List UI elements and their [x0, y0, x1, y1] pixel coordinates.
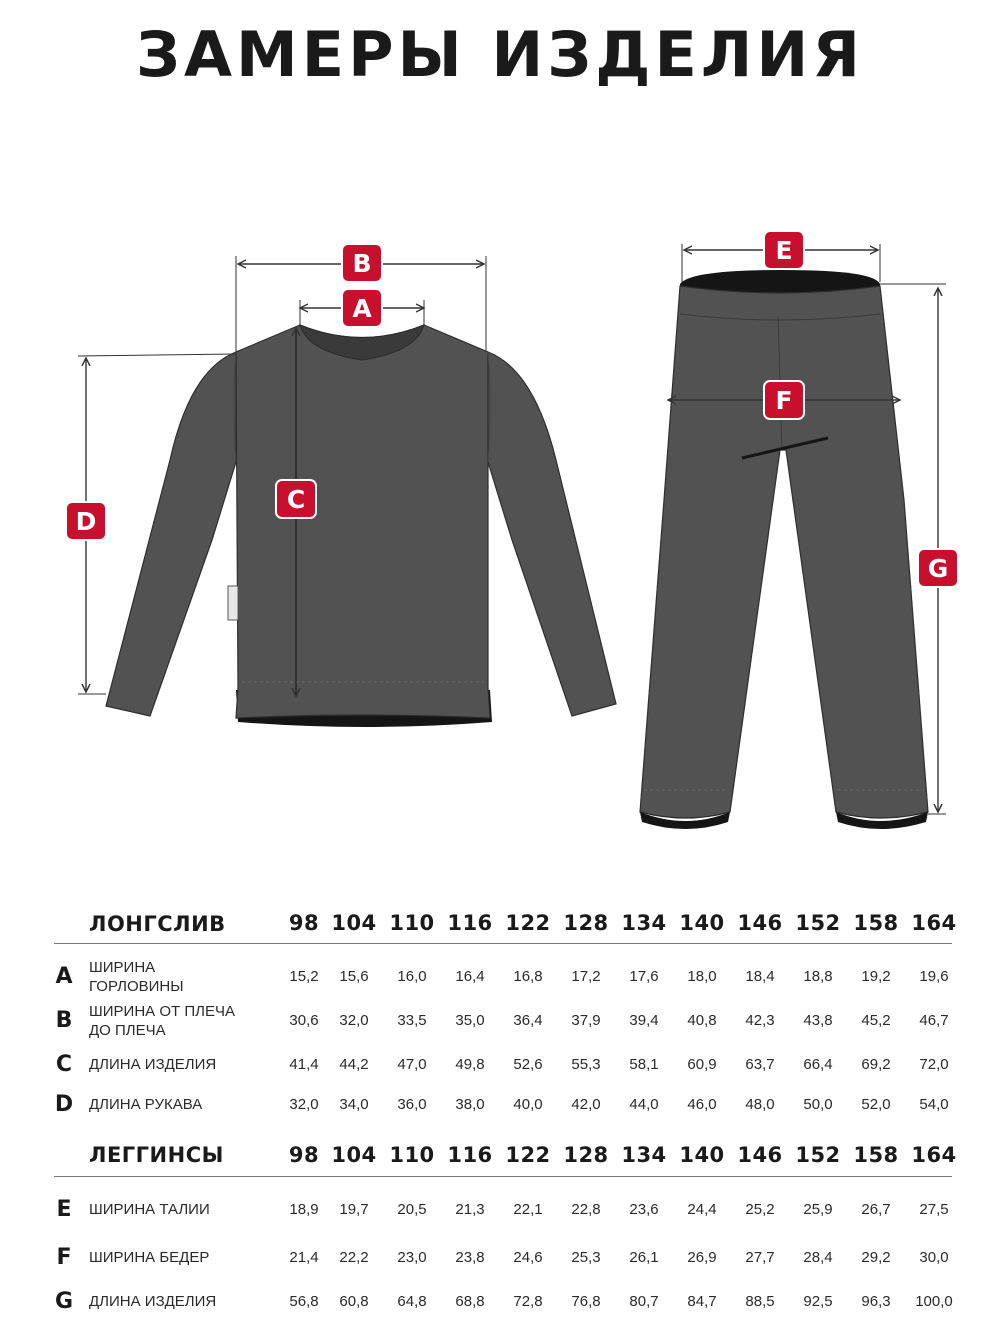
row-letter: F	[56, 1245, 72, 1270]
table-cell: 21,4	[289, 1249, 319, 1266]
row-label: ШИРИНА ОТ ПЛЕЧА	[89, 1003, 235, 1020]
table-cell: 40,8	[687, 1012, 717, 1029]
table-cell: 24,6	[513, 1249, 543, 1266]
table-cell: 21,3	[455, 1201, 485, 1218]
svg-text:B: B	[352, 249, 372, 278]
svg-text:D: D	[75, 507, 97, 536]
table-cell: 36,4	[513, 1012, 543, 1029]
row-label-line2: ГОРЛОВИНЫ	[89, 978, 184, 995]
table-cell: 58,1	[629, 1056, 659, 1073]
row-letter: A	[55, 964, 73, 989]
size-header-cell: 146	[737, 1143, 783, 1167]
table-cell: 33,5	[397, 1012, 427, 1029]
table-cell: 15,6	[339, 968, 369, 985]
table-cell: 32,0	[339, 1012, 369, 1029]
svg-text:G: G	[927, 554, 949, 583]
table-cell: 50,0	[803, 1096, 833, 1113]
table-cell: 42,0	[571, 1096, 601, 1113]
table-cell: 88,5	[745, 1293, 775, 1310]
row-letter: G	[54, 1289, 74, 1314]
size-header-cell: 134	[621, 911, 667, 935]
table-cell: 18,9	[289, 1201, 319, 1218]
table-cell: 54,0	[919, 1096, 949, 1113]
size-header-cell: 128	[563, 1143, 609, 1167]
table-cell: 52,6	[513, 1056, 543, 1073]
table-cell: 38,0	[455, 1096, 485, 1113]
size-header-cell: 122	[505, 1143, 551, 1167]
row-letter: B	[55, 1008, 73, 1033]
table-cell: 16,8	[513, 968, 543, 985]
row-label-line2: ДО ПЛЕЧА	[89, 1022, 166, 1039]
table-cell: 64,8	[397, 1293, 427, 1310]
table-cell: 60,8	[339, 1293, 369, 1310]
table-cell: 24,4	[687, 1201, 717, 1218]
table-cell: 69,2	[861, 1056, 891, 1073]
table-cell: 19,6	[919, 968, 949, 985]
table-cell: 27,5	[919, 1201, 949, 1218]
size-header-cell: 140	[679, 911, 725, 935]
size-header-cell: 152	[795, 1143, 841, 1167]
size-header-cell: 134	[621, 1143, 667, 1167]
table-cell: 23,6	[629, 1201, 659, 1218]
table-cell: 60,9	[687, 1056, 717, 1073]
table-cell: 23,0	[397, 1249, 427, 1266]
table-cell: 18,0	[687, 968, 717, 985]
row-letter: E	[56, 1197, 72, 1222]
table-cell: 55,3	[571, 1056, 601, 1073]
table-cell: 92,5	[803, 1293, 833, 1310]
table-cell: 34,0	[339, 1096, 369, 1113]
table-cell: 100,0	[915, 1293, 953, 1310]
table-cell: 68,8	[455, 1293, 485, 1310]
size-header-cell: 104	[331, 1143, 377, 1167]
leggings-header-divider	[54, 1176, 952, 1177]
table-cell: 36,0	[397, 1096, 427, 1113]
table-cell: 25,9	[803, 1201, 833, 1218]
row-letter: D	[54, 1092, 74, 1117]
row-label: ШИРИНА ТАЛИИ	[89, 1201, 210, 1218]
table-cell: 48,0	[745, 1096, 775, 1113]
table-cell: 63,7	[745, 1056, 775, 1073]
table-cell: 26,1	[629, 1249, 659, 1266]
page-title: ЗАМЕРЫ ИЗДЕЛИЯ	[136, 18, 864, 91]
size-header-cell: 158	[853, 1143, 899, 1167]
table-cell: 17,6	[629, 968, 659, 985]
row-letter: C	[55, 1052, 73, 1077]
table-cell: 30,6	[289, 1012, 319, 1029]
table-cell: 16,4	[455, 968, 485, 985]
size-header-cell: 122	[505, 911, 551, 935]
table-cell: 18,8	[803, 968, 833, 985]
table-cell: 23,8	[455, 1249, 485, 1266]
table-cell: 35,0	[455, 1012, 485, 1029]
table-cell: 66,4	[803, 1056, 833, 1073]
table-cell: 76,8	[571, 1293, 601, 1310]
row-label: ШИРИНА	[89, 959, 156, 976]
size-header-cell: 98	[288, 911, 320, 935]
table-cell: 16,0	[397, 968, 427, 985]
table-cell: 25,3	[571, 1249, 601, 1266]
svg-text:A: A	[352, 294, 372, 323]
row-label: ДЛИНА ИЗДЕЛИЯ	[89, 1056, 217, 1073]
table-cell: 80,7	[629, 1293, 659, 1310]
table-cell: 46,7	[919, 1012, 949, 1029]
size-header-cell: 164	[911, 911, 957, 935]
table-cell: 19,7	[339, 1201, 369, 1218]
size-header-cell: 128	[563, 911, 609, 935]
table-cell: 27,7	[745, 1249, 775, 1266]
table-cell: 52,0	[861, 1096, 891, 1113]
table-cell: 32,0	[289, 1096, 319, 1113]
table-cell: 44,0	[629, 1096, 659, 1113]
table-cell: 49,8	[455, 1056, 485, 1073]
table-cell: 28,4	[803, 1249, 833, 1266]
longsleeve-header-divider	[54, 943, 952, 944]
svg-text:F: F	[775, 386, 793, 415]
size-header-cell: 104	[331, 911, 377, 935]
table-cell: 37,9	[571, 1012, 601, 1029]
table-cell: 96,3	[861, 1293, 891, 1310]
svg-text:C: C	[286, 485, 306, 514]
table-cell: 44,2	[339, 1056, 369, 1073]
longsleeve-title: ЛОНГСЛИВ	[89, 912, 226, 936]
table-cell: 47,0	[397, 1056, 427, 1073]
table-cell: 18,4	[745, 968, 775, 985]
size-header-cell: 146	[737, 911, 783, 935]
table-cell: 22,2	[339, 1249, 369, 1266]
table-cell: 19,2	[861, 968, 891, 985]
size-header-cell: 116	[447, 911, 493, 935]
table-cell: 46,0	[687, 1096, 717, 1113]
table-cell: 56,8	[289, 1293, 319, 1310]
table-cell: 15,2	[289, 968, 319, 985]
table-cell: 43,8	[803, 1012, 833, 1029]
table-cell: 26,9	[687, 1249, 717, 1266]
size-header-cell: 116	[447, 1143, 493, 1167]
table-cell: 72,8	[513, 1293, 543, 1310]
table-cell: 84,7	[687, 1293, 717, 1310]
table-cell: 30,0	[919, 1249, 949, 1266]
table-cell: 42,3	[745, 1012, 775, 1029]
table-cell: 25,2	[745, 1201, 775, 1218]
size-header-cell: 110	[389, 911, 435, 935]
svg-text:E: E	[775, 236, 793, 265]
table-cell: 29,2	[861, 1249, 891, 1266]
table-cell: 22,1	[513, 1201, 543, 1218]
row-label: ШИРИНА БЕДЕР	[89, 1249, 210, 1266]
size-header-cell: 152	[795, 911, 841, 935]
size-header-cell: 140	[679, 1143, 725, 1167]
table-cell: 40,0	[513, 1096, 543, 1113]
size-header-cell: 164	[911, 1143, 957, 1167]
table-cell: 72,0	[919, 1056, 949, 1073]
table-cell: 20,5	[397, 1201, 427, 1218]
table-cell: 41,4	[289, 1056, 319, 1073]
leggings-title: ЛЕГГИНСЫ	[89, 1143, 224, 1167]
size-header-cell: 158	[853, 911, 899, 935]
size-header-cell: 110	[389, 1143, 435, 1167]
table-cell: 17,2	[571, 968, 601, 985]
table-cell: 45,2	[861, 1012, 891, 1029]
table-cell: 22,8	[571, 1201, 601, 1218]
row-label: ДЛИНА ИЗДЕЛИЯ	[89, 1293, 217, 1310]
table-cell: 26,7	[861, 1201, 891, 1218]
table-cell: 39,4	[629, 1012, 659, 1029]
row-label: ДЛИНА РУКАВА	[89, 1096, 203, 1113]
size-header-cell: 98	[288, 1143, 320, 1167]
